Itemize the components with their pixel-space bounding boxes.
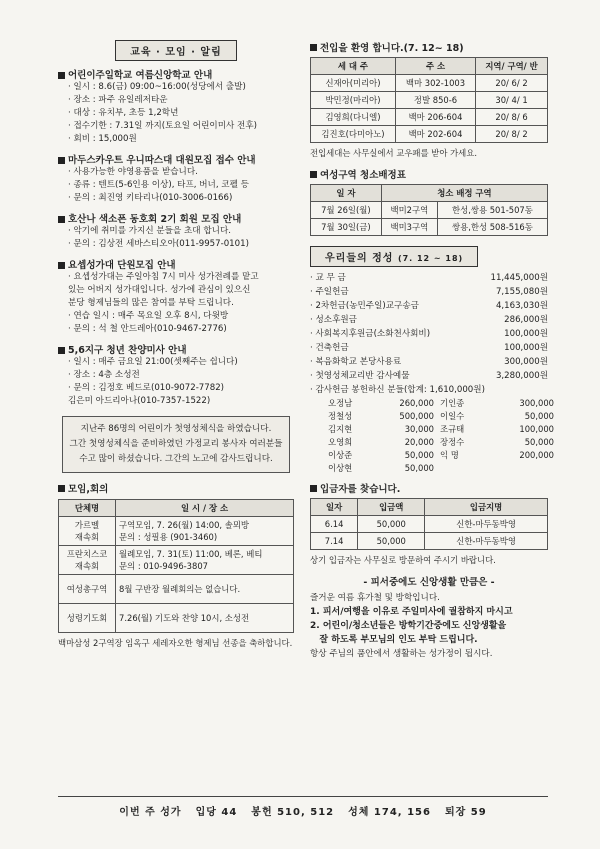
thanks-cell: 260,000	[399, 398, 434, 408]
summer-line: 2. 어린이/청소년들은 방학기간중에도 신앙생활을	[310, 621, 507, 631]
thanks-grid	[328, 397, 554, 475]
table-cell: 한성,쌍용 501-507동	[437, 202, 547, 219]
table-cell: 백미2구역	[381, 202, 437, 219]
summer-line: 항상 주님의 품안에서 생활하는 성가정이 됩시다.	[310, 649, 493, 659]
thanks-cell: 500,000	[399, 411, 434, 421]
bullet-square-icon	[58, 347, 65, 354]
info-line: · 문의 : 석 철 안드레아(010-9467-2776)	[68, 324, 227, 334]
table-row	[59, 546, 294, 575]
finance-row	[310, 271, 548, 285]
right-column	[310, 40, 554, 661]
deposit-table	[310, 498, 548, 550]
table-row	[311, 219, 548, 236]
hymn-communion: 성체 174, 156	[348, 807, 431, 818]
thanks-cell: 이상현	[328, 463, 353, 473]
welcome-table	[310, 57, 548, 143]
table-cell: 20/ 6/ 2	[476, 75, 548, 92]
bullet-square-icon	[58, 157, 65, 164]
info-line: · 장소 : 파주 유일레저타운	[68, 95, 168, 105]
hymn-label: 이번 주 성가	[119, 807, 182, 818]
section-title-text: 호산나 색소폰 동호회 2기 회원 모집 안내	[68, 214, 242, 225]
table-cell: 백마 206-604	[395, 109, 475, 126]
col-header: 청소 배정 구역	[381, 185, 547, 202]
table-row	[311, 533, 548, 550]
table-cell: 김진호(다미아노)	[311, 126, 396, 143]
col-header: 일 자	[311, 185, 382, 202]
info-line: · 문의 : 김상전 세바스티오아(011-9957-0101)	[68, 239, 249, 249]
section-title	[58, 67, 294, 81]
meeting-info: 월례모임, 7. 31(토) 11:00, 베론, 베티 문의 : 010-9496-3807	[116, 546, 294, 575]
bullet-square-icon	[310, 171, 317, 178]
table-row	[59, 604, 294, 633]
finance-amount: 11,445,000원	[490, 273, 548, 283]
info-line: · 대상 : 유치부, 초등 1,2학년	[68, 108, 179, 118]
thanks-cell: 50,000	[524, 411, 554, 421]
info-line: · 문의 : 최진영 키타리나(010-3006-0166)	[68, 193, 233, 203]
finance-amount: 100,000원	[504, 343, 548, 353]
table-row	[59, 575, 294, 604]
finance-row	[310, 341, 548, 355]
thanks-cell: 기인종	[440, 398, 465, 408]
col-header: 세 대 주	[311, 58, 396, 75]
thanks-cell: 이상준	[328, 450, 353, 460]
col-header: 지역/ 구역/ 반	[476, 58, 548, 75]
thanks-cell	[504, 462, 554, 475]
table-cell: 김영희(다니엘)	[311, 109, 396, 126]
finance-list	[310, 271, 548, 383]
summer-line: 잘 하도록 부모님의 인도 부탁 드립니다.	[310, 635, 478, 645]
table-cell: 박민정(마리아)	[311, 92, 396, 109]
col-header: 단체명	[59, 500, 116, 517]
table-cell: 7월 26일(월)	[311, 202, 382, 219]
thanks-cell: 오정남	[328, 398, 353, 408]
hymn-offertory: 봉헌 510, 512	[251, 807, 335, 818]
finance-label: · 건축헌금	[310, 343, 349, 353]
finance-label: · 첫영성체교리반 감사예물	[310, 371, 410, 381]
hymn-bar	[58, 796, 548, 818]
col-header: 입금지명	[425, 499, 548, 516]
table-cell: 50,000	[358, 533, 425, 550]
table-row	[311, 516, 548, 533]
finance-label: · 교 무 금	[310, 273, 346, 283]
table-cell: 20/ 8/ 2	[476, 126, 548, 143]
thanks-cell: 200,000	[519, 450, 554, 460]
info-line: · 종류 : 텐트(5-6인용 이상), 타프, 버너, 코펠 등	[68, 180, 249, 190]
table-cell: 신한-마두동박영	[425, 533, 548, 550]
finance-tag: 우리들의 정성 (7. 12 ~ 18)	[310, 246, 478, 267]
finance-label: · 주일헌금	[310, 287, 349, 297]
finance-amount: 100,000원	[504, 329, 548, 339]
section-title-text: 5,6지구 청년 찬양미사 안내	[68, 345, 187, 356]
info-line: · 사용가능한 야영용품을 받습니다.	[68, 167, 198, 177]
info-line: 있는 어버지 성가대입니다. 성가에 관심이 있으신	[68, 285, 251, 295]
thanks-cell: 정철성	[328, 411, 353, 421]
org-name: 성령기도회	[59, 604, 116, 633]
table-row	[311, 92, 548, 109]
section-title-text: 요셉성가대 단원모집 안내	[68, 260, 176, 271]
welcome-note: 전입세대는 사무실에서 교우패를 받아 가세요.	[310, 148, 478, 158]
table-row	[311, 126, 548, 143]
section-title	[58, 342, 294, 356]
table-cell: 신한-마두동박영	[425, 516, 548, 533]
table-cell: 신재아(미리아)	[311, 75, 396, 92]
announcements	[58, 67, 294, 408]
finance-amount: 3,280,000원	[495, 371, 548, 381]
table-row	[311, 202, 548, 219]
col-header: 일 시 / 장 소	[116, 500, 294, 517]
first-communion-notice	[62, 416, 290, 473]
table-cell: 백미3구역	[381, 219, 437, 236]
thanks-cell: 이일수	[440, 411, 465, 421]
table-cell: 7월 30일(금)	[311, 219, 382, 236]
thanks-cell: 익 명	[440, 450, 459, 460]
info-line: · 악기에 취미를 가지신 분들을 초대 합니다.	[68, 226, 231, 236]
info-line: · 연습 일시 : 매주 목요일 오후 8시, 다윗방	[68, 311, 229, 321]
finance-amount: 286,000원	[504, 315, 548, 325]
bullet-square-icon	[58, 72, 65, 79]
table-cell: 6.14	[311, 516, 358, 533]
info-line: · 접수기한 : 7.31일 까지(토요일 어린이미사 전후)	[68, 121, 257, 131]
section-title	[58, 211, 294, 225]
thanks-line: · 감사헌금 봉헌하신 분들(합계: 1,610,000원)	[310, 385, 485, 395]
thanks-cell: 50,000	[404, 450, 434, 460]
meetings-heading: 모임,회의	[58, 481, 294, 495]
meeting-info: 8월 구반장 월례회의는 없습니다.	[116, 575, 294, 604]
deposit-note: 상기 입금자는 사무실로 방문하여 주시기 바랍니다.	[310, 555, 496, 565]
footnote: 백마삼성 2구역장 임옥구 세레자오한 형제님 선종을 축하합니다.	[58, 638, 293, 648]
meeting-info: 구역모임, 7. 26(월) 14:00, 솔뫼방 문의 : 성필용 (901-3460)	[116, 517, 294, 546]
thanks-cell: 조규태	[440, 424, 465, 434]
info-line: · 일시 : 매주 금요일 21:00(셋째주는 쉽니다)	[68, 357, 238, 367]
thanks-cell: 50,000	[404, 463, 434, 473]
table-row	[59, 517, 294, 546]
info-line: 김은미 아드리아나(010-7357-1522)	[68, 396, 211, 406]
finance-label: · 2차헌금(농민주일)교구송금	[310, 301, 419, 311]
table-cell: 30/ 4/ 1	[476, 92, 548, 109]
hymn-entrance: 입당 44	[195, 807, 238, 818]
finance-row	[310, 327, 548, 341]
finance-label: · 성소후원금	[310, 315, 357, 325]
thanks-cell: 30,000	[404, 424, 434, 434]
notice-line: 그간 첫영성체식을 준비하였던 가정교리 봉사자 여러분들	[69, 439, 283, 449]
table-cell: 정발 850-6	[395, 92, 475, 109]
bullet-square-icon	[58, 216, 65, 223]
summer-line: 1. 피서/여행을 이유로 주일미사에 궐참하지 마시고	[310, 607, 513, 617]
table-cell: 쌍용,한성 508-516동	[437, 219, 547, 236]
clean-heading: 여성구역 청소배정표	[310, 167, 548, 181]
bullet-square-icon	[310, 485, 317, 492]
bullet-square-icon	[58, 485, 65, 492]
info-line: · 장소 : 4층 소성전	[68, 370, 140, 380]
finance-label: · 사회복지후원금(소화천사회비)	[310, 329, 431, 339]
finance-row	[310, 369, 548, 383]
welcome-heading: 전입을 환영 합니다.(7. 12~ 18)	[310, 40, 548, 54]
finance-row	[310, 355, 548, 369]
bullet-square-icon	[310, 44, 317, 51]
thanks-cell	[440, 462, 498, 475]
finance-row	[310, 313, 548, 327]
section-title	[58, 257, 294, 271]
finance-amount: 300,000원	[504, 357, 548, 367]
info-line: · 일시 : 8.6(금) 09:00~16:00(성당에서 출발)	[68, 82, 246, 92]
section-title-text: 마두스카우트 우니따스대 대원모집 접수 안내	[68, 155, 256, 166]
col-header: 주 소	[395, 58, 475, 75]
section-title	[58, 152, 294, 166]
info-line: · 문의 : 김정호 베드로(010-9072-7782)	[68, 383, 225, 393]
deposit-heading: 입금자를 찾습니다.	[310, 481, 548, 495]
thanks-cell: 100,000	[519, 424, 554, 434]
info-line: 분당 형제님들의 많은 참여를 부탁 드립니다.	[68, 298, 234, 308]
table-cell: 7.14	[311, 533, 358, 550]
table-cell: 백마 302-1003	[395, 75, 475, 92]
notice-line: 지난주 86명의 어린이가 첫영성체식을 하였습니다.	[80, 424, 272, 434]
finance-row	[310, 285, 548, 299]
left-column	[58, 40, 294, 649]
clean-table	[310, 184, 548, 236]
thanks-cell: 오영희	[328, 437, 353, 447]
org-name: 여성총구역	[59, 575, 116, 604]
section-title-text: 어린이주일학교 여름신앙학교 안내	[68, 70, 213, 81]
col-header: 일자	[311, 499, 358, 516]
org-name: 프란치스코 재속회	[59, 546, 116, 575]
meeting-info: 7.26(월) 기도와 찬양 10시, 소성전	[116, 604, 294, 633]
table-row	[311, 109, 548, 126]
thanks-cell: 300,000	[519, 398, 554, 408]
table-row	[311, 75, 548, 92]
table-cell: 20/ 8/ 6	[476, 109, 548, 126]
table-cell: 백마 202-604	[395, 126, 475, 143]
table-cell: 50,000	[358, 516, 425, 533]
thanks-cell: 20,000	[404, 437, 434, 447]
finance-amount: 7,155,080원	[495, 287, 548, 297]
summer-notice	[310, 591, 548, 661]
org-name: 가르멜 재속회	[59, 517, 116, 546]
notice-line: 수고 많이 하셨습니다. 그간의 노고에 감사드립니다.	[79, 454, 273, 464]
thanks-cell: 50,000	[524, 437, 554, 447]
info-line: · 요셉성가대는 주일아침 7시 미사 성가전례를 맡고	[68, 272, 259, 282]
thanks-cell: 김지현	[328, 424, 353, 434]
col-header: 입금액	[358, 499, 425, 516]
summer-line: 즐거운 여름 휴가철 및 방학입니다.	[310, 593, 440, 603]
finance-amount: 4,163,030원	[495, 301, 548, 311]
finance-row	[310, 299, 548, 313]
finance-label: · 복음화학교 본당사용료	[310, 357, 402, 367]
thanks-cell: 장정수	[440, 437, 465, 447]
section-tag: 교육 · 모임 · 알림	[115, 40, 236, 61]
bullet-square-icon	[58, 262, 65, 269]
hymn-recessional: 퇴장 59	[444, 807, 487, 818]
info-line: · 회비 : 15,000원	[68, 134, 137, 144]
summer-title: - 피서중에도 신앙생활 만큼은 -	[363, 577, 495, 588]
meetings-table	[58, 499, 294, 633]
